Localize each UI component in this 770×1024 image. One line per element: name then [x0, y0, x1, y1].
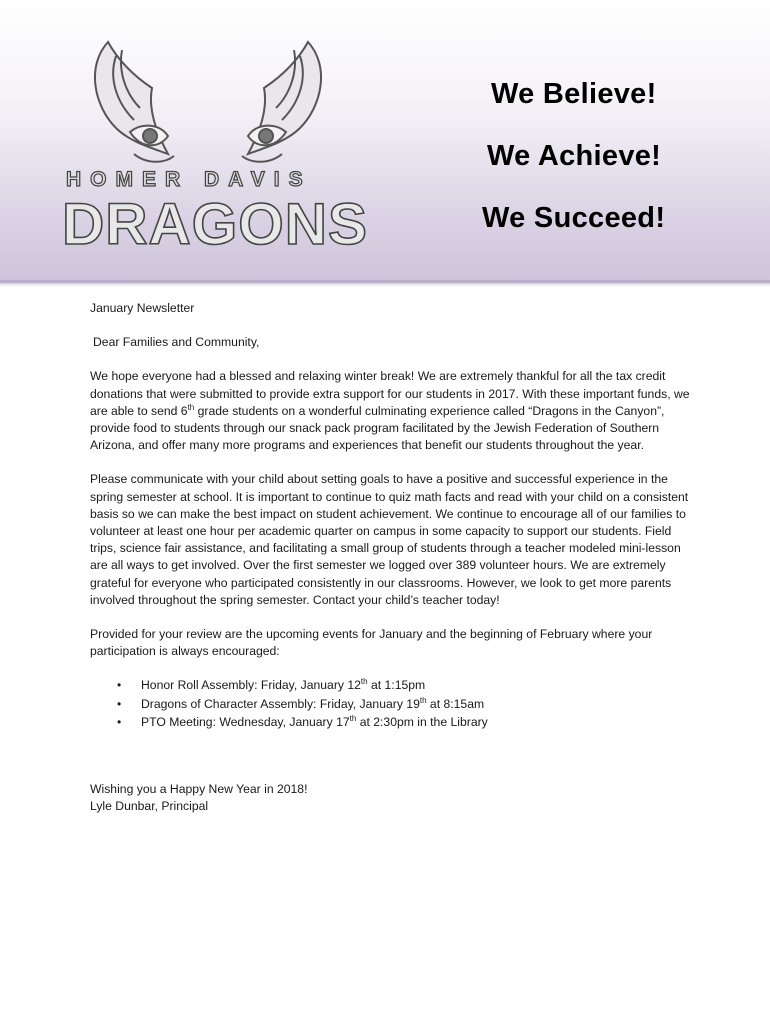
dragon-eye-left-icon — [95, 42, 174, 162]
closing-line: Wishing you a Happy New Year in 2018! — [90, 781, 308, 796]
bullet-icon: • — [117, 715, 122, 730]
header-divider — [0, 283, 770, 287]
list-item: • Dragons of Character Assembly: Friday, January 19th at 8:15am — [90, 696, 690, 715]
paragraph-events-intro: Provided for your review are the upcoming events for January and the beginning of February where your participation is always encouraged: — [90, 627, 653, 659]
slogan-believe: We Believe! — [491, 78, 657, 110]
signature: Lyle Dunbar, Principal — [90, 799, 209, 814]
events-list — [90, 677, 690, 733]
logo-text-main: DRAGONS — [62, 192, 368, 256]
slogan-achieve: We Achieve! — [487, 140, 662, 172]
newsletter-header — [0, 0, 770, 283]
bullet-icon: • — [117, 696, 122, 711]
dragons-logo — [56, 36, 376, 256]
list-item: • PTO Meeting: Wednesday, January 17th at 2:30pm in the Library — [90, 714, 690, 733]
slogan-succeed: We Succeed! — [482, 202, 666, 234]
newsletter-title: January Newsletter — [90, 301, 195, 315]
list-item: • Honor Roll Assembly: Friday, January 12th at 1:15pm — [90, 677, 690, 696]
dragon-eye-right-icon — [242, 42, 321, 162]
closing-block — [90, 781, 690, 815]
paragraph-thanks: We hope everyone had a blessed and relaxing winter break! We are extremely thankful for all the tax credit donations that were submitted to provide extra support for our students in 2017. With these important funds, we are able to send 6th grade students on a wonderful culminating experience called “Dragons in the Canyon”, provide food to students through our snack pack program facilitated by the Jewish Federation of Southern Arizona, and offer many more programs and experiences that benefit our students throughout the year. — [90, 369, 690, 453]
bullet-icon: • — [117, 678, 122, 693]
greeting: Dear Families and Community, — [93, 335, 260, 350]
logo-text-top: HOMER DAVIS — [66, 168, 312, 191]
paragraph-goals: Please communicate with your child about setting goals to have a positive and successful experience in the spring semester at school. It is important to continue to quiz math facts and read with your child on a consistent basis so we can make the best impact on student achievement. We continue to encourage all of our families to volunteer at least one hour per academic quarter on campus in some capacity to support our students. Field trips, science fair assistance, and facilitating a small group of students through a teacher modeled mini-lesson are all ways to get involved. Over the first semester we logged over 389 volunteer hours. We are extremely grateful for everyone who participated consistently in our classrooms. However, we look to get more parents involved throughout the spring semester. Contact your child’s teacher today! — [90, 472, 689, 607]
newsletter-body — [90, 300, 690, 815]
